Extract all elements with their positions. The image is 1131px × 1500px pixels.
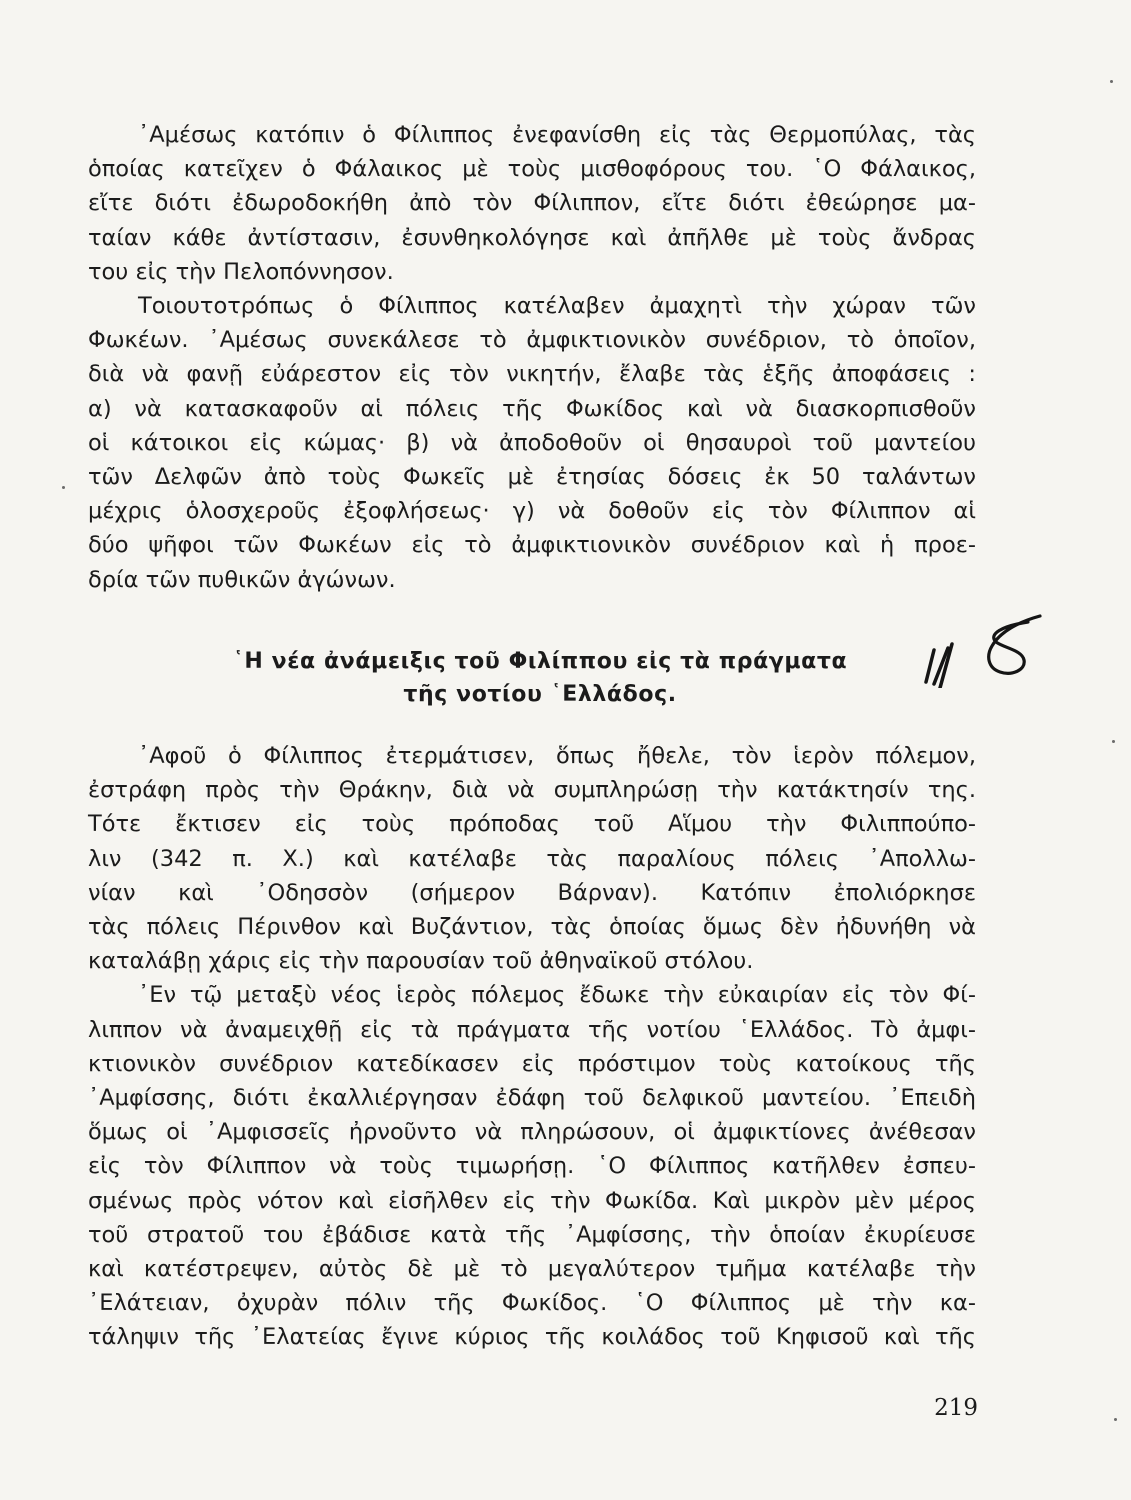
text-line: ᾿Αμφίσσης, διότι ἐκαλλιέργησαν ἐδάφη τοῦ δελφικοῦ μαντείου. ᾿Επειδὴ [88,1085,976,1112]
text-line: νίαν καὶ ᾿Οδησσὸν (σήμερον Βάρναν). Κατόπιν ἐπολιόρκησε [88,879,976,906]
scan-speck [1110,80,1113,83]
text-line: ᾿Αμέσως κατόπιν ὁ Φίλιππος ἐνεφανίσθη εἰς τὰς Θερμοπύλας, τὰς [138,122,976,148]
text-line: ᾿Ελάτειαν, ὀχυρὰν πόλιν τῆς Φωκίδος. ῾Ο Φίλιππος μὲ τὴν κα- [88,1290,976,1317]
handwritten-note [918,608,1048,688]
text-line: μέχρις ὁλοσχεροῦς ἐξοφλήσεως· γ) νὰ δοθοῦν εἰς τὸν Φίλιππον αἱ [88,498,976,525]
text-line: ᾿Εν τῷ μεταξὺ νέος ἱερὸς πόλεμος ἔδωκε τὴν εὐκαιρίαν εἰς τὸν Φί- [138,982,976,1009]
page-number: 219 [934,1395,978,1421]
text-line: τῶν Δελφῶν ἀπὸ τοὺς Φωκεῖς μὲ ἐτησίας δόσεις ἐκ 50 ταλάντων [88,464,976,491]
scan-speck [62,486,65,489]
text-line: τοῦ στρατοῦ του ἐβάδισε κατὰ τῆς ᾿Αμφίσσης, τὴν ὁποίαν ἐκυρίευσε [88,1221,976,1248]
paragraph [88,978,976,1354]
heading-line: τῆς νοτίου ῾Ελλάδος. [403,682,677,707]
text-block-bottom [88,739,976,1355]
text-line: διὰ νὰ φανῇ εὐάρεστον εἰς τὸν νικητήν, ἔλαβε τὰς ἑξῆς ἀποφάσεις : [88,361,976,388]
text-line: καὶ κατέστρεψεν, αὐτὸς δὲ μὲ τὸ μεγαλύτερον τμῆμα κατέλαβε τὴν [88,1256,976,1283]
text-line: Τότε ἔκτισεν εἰς τοὺς πρόποδας τοῦ Αἵμου τὴν Φιλιππούπο- [88,811,976,838]
paragraph [88,289,976,597]
text-line: ταίαν κάθε ἀντίστασιν, ἐσυνθηκολόγησε καὶ ἀπῆλθε μὲ τοὺς ἄνδρας [88,224,976,251]
text-line: Τοιουτοτρόπως ὁ Φίλιππος κατέλαβεν ἀμαχητὶ τὴν χώραν τῶν [138,293,976,320]
text-line: δύο ψῆφοι τῶν Φωκέων εἰς τὸ ἀμφικτιονικὸν συνέδριον καὶ ἡ προε- [88,532,976,559]
text-line: οἱ κάτοικοι εἰς κώμας· β) νὰ ἀποδοθοῦν οἱ θησαυροὶ τοῦ μαντείου [88,429,976,456]
text-line: ὁποίας κατεῖχεν ὁ Φάλαικος μὲ τοὺς μισθοφόρους του. ῾Ο Φάλαικος, [88,156,976,183]
text-line: εἴτε διότι ἐδωροδοκήθη ἀπὸ τὸν Φίλιππον, εἴτε διότι ἐθεώρησε μα- [88,190,976,217]
text-line: τὰς πόλεις Πέρινθον καὶ Βυζάντιον, τὰς ὁποίας ὅμως δὲν ἠδυνήθη νὰ [88,914,976,941]
text-line: λιν (342 π. Χ.) καὶ κατέλαβε τὰς παραλίους πόλεις ᾿Απολλω- [88,845,976,872]
paragraph [88,739,976,978]
text-line: ᾿Αφοῦ ὁ Φίλιππος ἐτερμάτισεν, ὅπως ἤθελε, τὸν ἱερὸν πόλεμον, [138,743,976,769]
scan-speck [1114,1418,1117,1421]
text-line: εἰς τὸν Φίλιππον νὰ τοὺς τιμωρήσῃ. ῾Ο Φίλιππος κατῆλθεν ἐσπευ- [88,1153,976,1180]
section-heading [175,645,905,711]
text-line: ὅμως οἱ ᾿Αμφισσεῖς ἠρνοῦντο νὰ πληρώσουν, οἱ ἀμφικτίονες ἀνέθεσαν [88,1119,976,1146]
text-line: του εἰς τὴν Πελοπόννησον. [88,258,394,285]
paragraph [88,118,976,289]
scan-speck [1112,740,1115,743]
text-line: ἐστράφη πρὸς τὴν Θράκην, διὰ νὰ συμπληρώσῃ τὴν κατάκτησίν της. [88,777,976,804]
text-line: τάληψιν τῆς ᾿Ελατείας ἔγινε κύριος τῆς κοιλάδος τοῦ Κηφισοῦ καὶ τῆς [88,1324,976,1351]
text-line: δρία τῶν πυθικῶν ἀγώνων. [88,566,396,593]
text-line: α) νὰ κατασκαφοῦν αἱ πόλεις τῆς Φωκίδος καὶ νὰ διασκορπισθοῦν [88,395,976,422]
text-line: σμένως πρὸς νότον καὶ εἰσῆλθεν εἰς τὴν Φωκίδα. Καὶ μικρὸν μὲν μέρος [88,1187,976,1214]
text-line: λιππον νὰ ἀναμειχθῇ εἰς τὰ πράγματα τῆς νοτίου ῾Ελλάδος. Τὸ ἀμφι- [88,1016,976,1043]
text-line: Φωκέων. ᾿Αμέσως συνεκάλεσε τὸ ἀμφικτιονικὸν συνέδριον, τὸ ὁποῖον, [88,327,976,354]
text-line: κτιονικὸν συνέδριον κατεδίκασεν εἰς πρόστιμον τοὺς κατοίκους τῆς [88,1050,976,1077]
heading-line: ῾Η νέα ἀνάμειξις τοῦ Φιλίππου εἰς τὰ πράγματα [232,649,848,674]
text-block-top [88,118,976,597]
text-line: καταλάβῃ χάρις εἰς τὴν παρουσίαν τοῦ ἀθηναϊκοῦ στόλου. [88,948,754,975]
